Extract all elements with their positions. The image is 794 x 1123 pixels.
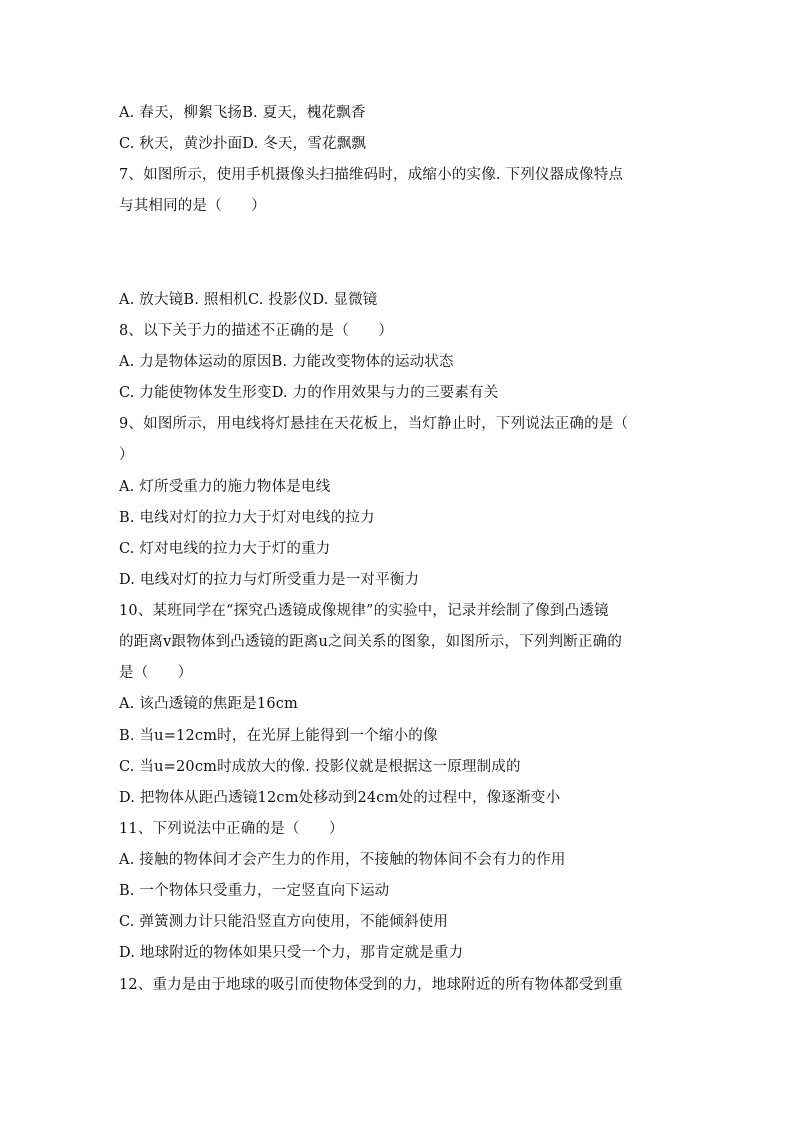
question-11: 11、下列说法中正确的是（ ） [119,821,344,837]
option-10-c: C. 当u=20cm时成放大的像. 投影仪就是根据这一原理制成的 [119,759,521,775]
option-line-6ab: A. 春天，柳絮飞扬B. 夏天，槐花飘香 [119,105,366,121]
option-10-d: D. 把物体从距凸透镜12cm处移动到24cm处的过程中，像逐渐变小 [119,790,561,806]
question-10-line-3: 是（ ） [119,665,193,681]
question-10-line-1: 10、某班同学在“探究凸透镜成像规律”的实验中，记录并绘制了像到凸透镜 [119,603,609,619]
option-11-a: A. 接触的物体间才会产生力的作用，不接触的物体间不会有力的作用 [119,852,566,868]
question-12-line-1: 12、重力是由于地球的吸引而使物体受到的力，地球附近的所有物体都受到重 [119,977,623,993]
option-10-b: B. 当u=12cm时，在光屏上能得到一个缩小的像 [119,728,438,744]
question-7-line-1: 7、如图所示，使用手机摄像头扫描维码时，成缩小的实像. 下列仪器成像特点 [119,167,624,183]
options-8-cd: C. 力能使物体发生形变D. 力的作用效果与力的三要素有关 [119,385,499,401]
options-7: A. 放大镜B. 照相机C. 投影仪D. 显微镜 [119,292,378,308]
question-8: 8、以下关于力的描述不正确的是（ ） [119,323,394,339]
option-11-c: C. 弹簧测力计只能沿竖直方向使用，不能倾斜使用 [119,914,449,930]
option-10-a: A. 该凸透镜的焦距是16cm [119,696,299,712]
question-10-line-2: 的距离v跟物体到凸透镜的距离u之间关系的图象，如图所示，下列判断正确的 [119,634,623,650]
option-9-a: A. 灯所受重力的施力物体是电线 [119,479,331,495]
option-11-b: B. 一个物体只受重力，一定竖直向下运动 [119,883,390,899]
option-9-b: B. 电线对灯的拉力大于灯对电线的拉力 [119,510,375,526]
option-line-6cd: C. 秋天，黄沙扑面D. 冬天，雪花飘飘 [119,136,367,152]
question-9-line-1: 9、如图所示，用电线将灯悬挂在天花板上，当灯静止时，下列说法正确的是（ [119,416,629,432]
question-9-line-2: ） [119,447,134,463]
option-11-d: D. 地球附近的物体如果只受一个力，那肯定就是重力 [119,945,464,961]
option-9-d: D. 电线对灯的拉力与灯所受重力是一对平衡力 [119,572,420,588]
question-7-line-2: 与其相同的是（ ） [119,198,266,214]
option-9-c: C. 灯对电线的拉力大于灯的重力 [119,541,331,557]
options-8-ab: A. 力是物体运动的原因B. 力能改变物体的运动状态 [119,354,454,370]
